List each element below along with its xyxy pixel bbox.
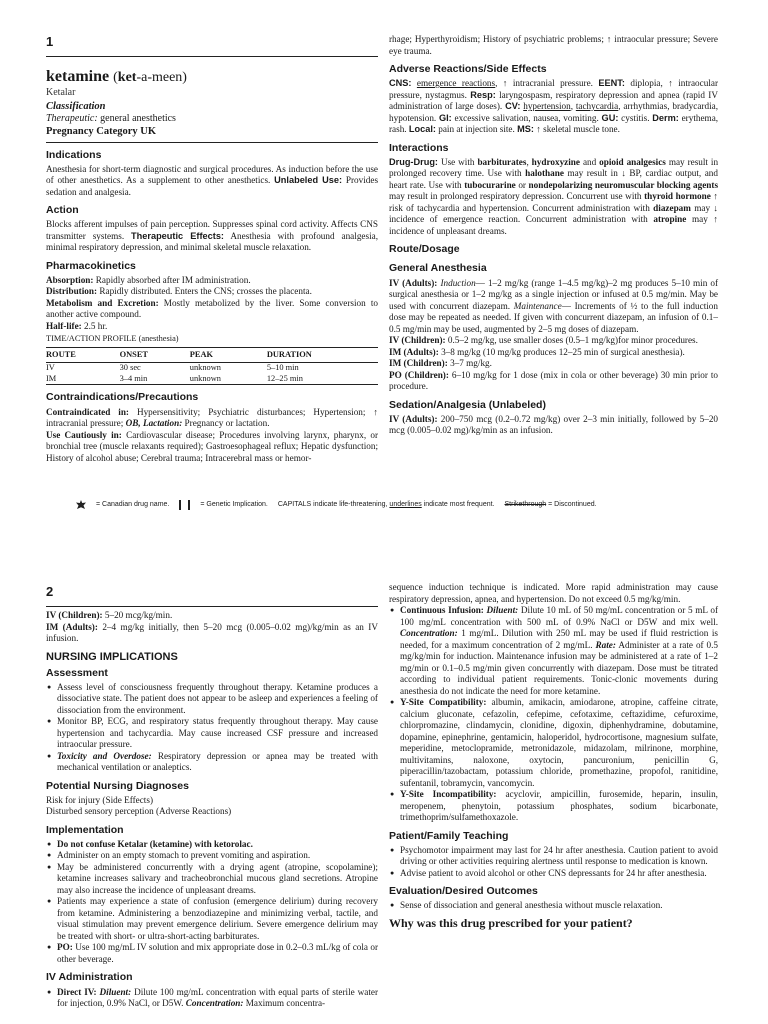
interactions-heading: Interactions	[389, 141, 449, 154]
contraindicated-text: Hypersensitivity; Psychiatric disturbances; Hypertension; ↑ intracranial pressure;	[46, 406, 378, 428]
absorption-label: Absorption:	[46, 274, 94, 285]
page1-left-column	[46, 0, 378, 464]
infusion-text: Dilute 10 mL of 50 mg/mL concentration or 5 mL of 100 mg/mL concentration with 500 mL of 0.9% NaCl or D5W and mix well.	[400, 605, 719, 627]
dd-drug: barbiturates	[477, 156, 527, 167]
dd-drug: hydroxyzine	[531, 156, 580, 167]
list-item	[400, 789, 718, 824]
induction-label: Induction	[440, 277, 476, 288]
po-text: Use 100 mg/mL IV solution and mix appropriate dose in 0.2–0.3 mL/kg of cola or other beverage.	[57, 942, 379, 964]
dd-drug: opioid analgesics	[599, 156, 666, 167]
list-item: ● Assess level of consciousness frequently throughout therapy. Ketamine produces a dissociative state. The patient does not appear to be asleep and experiences a feeling of dissociation from the environment.	[57, 682, 378, 717]
action-text	[46, 219, 378, 254]
drug-drug-text: Drug-Drug: Use with barbiturates, hydroxyzine and opioid analgesics may result in prolonged recovery time. Use with halothane may result in ↓ BP, cardiac output, and heart rate. Use with tubocurarine or nondepolarizing neuromuscular blocking agents may result in prolonged respiratory depression. Concurrent use with thyroid hormone ↑ risk of tachycardia and hypertension. Concurrent administration with diazepam may ↓ incidence of emergence reaction. Concurrent administration with atropine may ↑ incidence of unpleasant dreams.	[389, 156, 719, 236]
list-item: ● Monitor BP, ECG, and respiratory status frequently throughout therapy. May cause hypertension and tachycardia. May cause increased CSF pressure and increased intraocular pressure.	[57, 716, 378, 751]
sedation-iv-adults	[389, 414, 718, 437]
therapeutic-class	[46, 113, 378, 126]
list-item	[400, 605, 718, 697]
page-2	[0, 576, 768, 1024]
ga-iv-children-text: 0.5–2 mg/kg, use smaller doses (0.5–1 mg/kg)for minor procedures.	[447, 335, 698, 345]
ga-im-children-label: IM (Children):	[389, 358, 448, 368]
dd-drug: diazepam	[653, 202, 691, 213]
list-item	[57, 751, 378, 774]
legend-strike	[505, 501, 597, 510]
maintenance-label: Maintenance	[513, 300, 562, 311]
derm-text: erythema, rash.	[389, 112, 719, 135]
therapeutic-value: general anesthetics	[100, 112, 176, 124]
contraindications-heading: Contraindications/Precautions	[46, 391, 199, 404]
table-header: ONSET	[120, 347, 190, 363]
absorption-text: Rapidly absorbed after IM administration.	[95, 274, 251, 285]
table-cell: IV	[46, 363, 55, 373]
page2-right-column	[389, 582, 718, 931]
therapeutic-effects-label: Therapeutic Effects:	[131, 230, 224, 241]
ga-im-children	[389, 358, 718, 370]
cns-label: CNS:	[389, 78, 412, 89]
pronunciation	[113, 70, 187, 85]
page1-right-column	[389, 34, 718, 437]
table-cell: 5–10 min	[266, 363, 299, 373]
patient-teaching-heading: Patient/Family Teaching	[389, 829, 509, 842]
dd-drug: nondepolarizing neuromuscular blocking agents	[528, 179, 719, 190]
table-header: DURATION	[267, 347, 378, 363]
distribution-label: Distribution:	[46, 286, 98, 297]
therapeutic-label: Therapeutic:	[46, 112, 98, 124]
indications-heading: Indications	[46, 148, 102, 161]
list-item: ● Psychomotor impairment may last for 24 hr after anesthesia. Caution patient to avoid driving or other activities requiring alertness until response to medication is known.	[400, 845, 718, 868]
teaching-list	[389, 845, 718, 880]
drug-title	[46, 67, 378, 87]
ga-im-children-text: 3–7 mg/kg.	[450, 358, 492, 368]
ga-iv-adults-label: IV (Adults):	[389, 277, 438, 288]
distribution-text: Rapidly distributed. Enters the CNS; crosses the placenta.	[99, 286, 312, 297]
dd-text: Use with	[440, 156, 475, 167]
ga-im-adults	[389, 347, 718, 359]
list-item: ● May be administered concurrently with a drying agent (atropine, scopolamine); ketamine increases salivary and tracheobronchial mucous gland secretions. Atropine may also increase the incidence of unpleasant dreams.	[57, 862, 378, 897]
table-cell: 30 sec	[119, 363, 141, 373]
dd-text: ↑ risk of tachycardia and hypertension. Concurrent administration with	[389, 191, 719, 213]
prescription-question: Why was this drug prescribed for your patient?	[389, 915, 633, 930]
assessment-heading: Assessment	[46, 666, 108, 679]
concentration-label: Concentration:	[400, 628, 458, 638]
legend-discontinued: = Discontinued.	[548, 500, 597, 508]
iv-children-label: IV (Children):	[46, 610, 103, 621]
ga-po-children	[389, 370, 718, 393]
list-item: ● Sense of dissociation and general anesthesia without muscle relaxation.	[400, 900, 718, 912]
infusion-text: 1 mg/mL. Dilution with 250 mL may be used if fluid restriction is needed, for a maximum concentration of 2 mg/mL.	[400, 628, 719, 650]
y-site-incompatibility-label: Y-Site Incompatibility:	[400, 789, 497, 799]
iv-children-dose	[46, 610, 378, 622]
metabolism-text: Mostly metabolized by the liver. Some conversion to another active compound.	[46, 297, 379, 320]
ms-text: ↑ skeletal muscle tone.	[536, 124, 620, 135]
dd-text: or	[518, 179, 526, 190]
list-item	[57, 942, 378, 965]
page2-left-column	[46, 576, 378, 1010]
evaluation-list	[389, 900, 718, 912]
contraindicated-in	[46, 407, 378, 430]
ga-im-adults-label: IM (Adults):	[389, 346, 439, 357]
list-item: ● Patients may experience a state of confusion (emergence delirium) during recovery from ketamine. Administering a benzodiazepine and minimizing verbal, tactile, and visual stimulation may prevent emergence delirium. Severe emergence delirium may be treated with short- or ultra-short-acting barbiturates.	[57, 896, 378, 942]
time-action-title: TIME/ACTION PROFILE (anesthesia)	[46, 334, 179, 344]
list-item	[400, 697, 718, 789]
resp-label: Resp:	[470, 89, 496, 100]
cautiously-text: Cardiovascular disease; Procedures involving larynx, pharynx, or bronchial tree (muscle relaxants required); Gastroesophageal reflux; Hepatic dysfunction; History of alcohol abuse; Cerebral trauma; Intracerebral mass or hemor-	[46, 429, 379, 463]
cv-tachycardia: tachycardia	[575, 101, 619, 112]
diagnosis-item: Risk for injury (Side Effects)	[46, 794, 153, 805]
derm-label: Derm:	[652, 112, 679, 123]
implementation-list	[46, 839, 378, 966]
dd-text: may result in prolonged respiratory depression. Concurrent use with	[389, 191, 642, 202]
concentration-label: Concentration:	[185, 998, 244, 1008]
y-site-compatibility-label: Y-Site Compatibility:	[400, 697, 487, 707]
continuous-infusion-label: Continuous Infusion:	[400, 605, 484, 615]
half-life	[46, 321, 378, 333]
maple-leaf-icon	[76, 500, 86, 510]
pron-stress: ket	[117, 70, 137, 86]
dd-drug: halothane	[525, 168, 564, 179]
ga-iv-text: — Increments of ½ to the full induction dose may be repeated as needed. If given with concurrent diazepam, an infusion of 0.1–0.5 mg/min may be used, augmented by 2–5 mg doses of diazepam.	[389, 300, 718, 334]
iv-children-text: 5–20 mcg/kg/min.	[104, 610, 173, 621]
unlabeled-text: Provides sedation and analgesia.	[46, 175, 379, 197]
table-header: PEAK	[190, 347, 267, 363]
list-item: ● Advise patient to avoid alcohol or other CNS depressants for 24 hr after anesthesia.	[400, 868, 718, 880]
toxicity-text: Respiratory depression or apnea may be treated with mechanical ventilation or analeptics.	[57, 750, 378, 773]
pron-rest: -a-meen)	[136, 70, 187, 86]
direct-iv-text-end: Maximum concentra-	[245, 998, 326, 1008]
brand-name: Ketalar	[46, 87, 76, 99]
evaluation-heading: Evaluation/Desired Outcomes	[389, 885, 538, 898]
im-adults-dose	[46, 622, 378, 645]
diluent-label: Diluent:	[99, 986, 132, 997]
y-site-incompatibility-text: acyclovir, ampicillin, furosemide, heparin, insulin, meropenem, phenytoin, potassium phosphates, sodium bicarbonate, trimethoprim/sulfamethoxazole.	[400, 789, 718, 822]
direct-iv-continued: sequence induction technique is indicated. More rapid administration may cause respiratory depression, apnea, and hypertension. Do not exceed 0.5 mg/kg/min.	[389, 582, 718, 604]
eent-label: EENT:	[598, 78, 625, 89]
list-item: ● Do not confuse Ketalar (ketamine) with ketorolac.	[57, 839, 378, 851]
legend-canadian: = Canadian drug name.	[96, 500, 170, 508]
drug-name: ketamine	[46, 68, 110, 86]
divider	[46, 606, 378, 607]
implementation-heading: Implementation	[46, 823, 124, 836]
therapeutic-effects-text: Anesthesia with profound analgesia, minimal respiratory depression, and minimal skeletal muscle relaxation.	[46, 230, 378, 253]
divider	[46, 56, 378, 57]
gu-text: cystitis.	[621, 112, 650, 123]
ob-lactation-text: Pregnancy or lactation.	[184, 418, 270, 428]
legend-frequent: indicate most frequent.	[423, 500, 495, 508]
infusion-list	[389, 605, 718, 824]
route-dosage-heading: Route/Dosage	[389, 243, 460, 256]
cv-text: , arrhythmias, bradycardia, hypotension.	[389, 101, 718, 123]
table-header: ROUTE	[46, 347, 120, 363]
contra-continued: rhage; Hyperthyroidism; History of psychiatric problems; ↑ intraocular pressure; Severe eye trauma.	[389, 34, 718, 56]
table-cell: unknown	[189, 373, 221, 383]
ga-po-children-text: 6–10 mg/kg for 1 dose (mix in cola or other beverage) 30 min prior to procedure.	[389, 369, 719, 391]
distribution	[46, 286, 378, 298]
gi-label: GI:	[438, 112, 452, 123]
dd-drug: thyroid hormone	[644, 191, 711, 202]
ga-iv-adults	[389, 278, 718, 336]
table-row	[46, 374, 378, 385]
action-heading: Action	[46, 204, 79, 217]
rate-label: Rate:	[595, 639, 616, 650]
nursing-implications-heading: NURSING IMPLICATIONS	[46, 650, 178, 663]
cv-label: CV:	[505, 101, 521, 112]
legend-strikethrough: Strikethrough	[504, 500, 547, 508]
infusion-text: Administer at a rate of 0.5 mg/kg/min for induction. Maintenance infusion may be administered at a rate of 1–2 mg/min or 0.1–0.5 mg/min given concurrently with diazepam. Dose must be titrated according to individual patient requirements. Tonic-clonic movements during anesthesia do not indicate the need for more ketamine.	[400, 639, 719, 696]
time-action-table	[46, 347, 378, 386]
drug-drug-label: Drug-Drug:	[389, 156, 438, 167]
pharmacokinetics-heading: Pharmacokinetics	[46, 259, 136, 272]
assessment-list	[46, 682, 378, 774]
sedation-iv-text: 200–750 mcg (0.2–0.72 mg/kg) over 2–3 min initially, followed by 5–20 mcg (0.005–0.02 mg)/kg/min as an infusion.	[389, 413, 719, 436]
cv-hypertension: hypertension	[523, 101, 571, 112]
metabolism	[46, 298, 378, 321]
dd-text: may result in prolonged recovery time. Use with	[389, 156, 719, 179]
action-body: Blocks afferent impulses of pain perception. Suppresses spinal cord activity. Affects CNS transmitter systems.	[46, 219, 378, 241]
contraindicated-label: Contraindicated in:	[46, 406, 129, 417]
dd-text: may ↓ incidence of emergence reaction. Concurrent administration with	[389, 202, 719, 225]
legend-footer	[76, 500, 716, 510]
dd-drug: atropine	[653, 214, 687, 225]
eent-text: diplopia, ↑ intraocular pressure, nystagmus.	[389, 78, 719, 100]
resp-text: laryngospasm, respiratory depression and apnea (rapid IV administration of large doses).	[389, 89, 718, 112]
ga-iv-text: — 1–2 mg/kg (range 1–4.5 mg/kg)–2 mg produces 5–10 min of surgical anesthesia or 1–2 mg/kg as a single injection or infused at 0.5 mg/min. May be used with concurrent diazepam.	[389, 277, 719, 311]
cns-emergence: emergence reactions	[416, 78, 496, 89]
direct-iv-label: Direct IV:	[57, 986, 97, 997]
ga-iv-children-label: IV (Children):	[389, 335, 446, 345]
dd-drug: tubocurarine	[464, 179, 516, 190]
nursing-diagnoses-heading: Potential Nursing Diagnoses	[46, 779, 189, 792]
diluent-label: Diluent:	[486, 605, 519, 615]
page-number: 1	[46, 34, 54, 49]
gi-text: excessive salivation, nausea, vomiting.	[454, 112, 599, 123]
y-site-compatibility-text: albumin, amikacin, amiodarone, atropine, caffeine citrate, calcium gluconate, cefazolin, cefepime, cefotaxime, ceftazidime, cefuroxime, chlorpromazine, clindamycin, clonidine, digoxin, diphenhydramine, dobutamine, dopamine, epinephrine, gentamicin, haloperidol, hydrocortisone, magnesium sulfate, meperidine, metoclopramide, metronidazole, midazolam, milrinone, morphine, multivitamins, naloxone, oxytocin, pancuronium, penicillin G, piperacillin/tazobactam, potassium chloride, promethazine, propofol, ranitidine, sufentanil, tobramycin, vancomycin.	[400, 697, 719, 788]
ob-lactation-label: OB, Lactation:	[125, 418, 183, 428]
pregnancy-category: Pregnancy Category UK	[46, 126, 157, 138]
general-anesthesia-heading: General Anesthesia	[389, 262, 487, 275]
unlabeled-label: Unlabeled Use:	[274, 175, 343, 186]
gu-label: GU:	[601, 112, 619, 123]
diagnosis-item: Disturbed sensory perception (Adverse Reactions)	[46, 806, 232, 817]
half-life-label: Half-life:	[46, 320, 82, 331]
classification-label: Classification	[46, 100, 106, 112]
po-label: PO:	[57, 942, 73, 953]
adverse-reactions-heading: Adverse Reactions/Side Effects	[389, 63, 547, 75]
metabolism-label: Metabolism and Excretion:	[46, 297, 159, 308]
indications-body: Anesthesia for short-term diagnostic and surgical procedures. As induction before the use of other anesthetics. As a supplement to other anesthetics.	[46, 163, 378, 186]
dd-text: and	[582, 156, 597, 167]
cautiously-label: Use Cautiously in:	[46, 429, 122, 440]
dd-text: may ↑ incidence of unpleasant dreams.	[389, 214, 719, 236]
dna-icon	[179, 500, 190, 510]
legend-underlines: underlines	[389, 500, 422, 508]
table-header-row	[46, 347, 378, 363]
direct-iv-text: Dilute 100 mg/mL concentration with equal parts of sterile water for injection, 0.9% NaCl, or D5W.	[57, 986, 379, 1008]
table-row	[46, 363, 378, 374]
page-number: 2	[46, 584, 54, 599]
absorption	[46, 275, 378, 287]
sedation-iv-label: IV (Adults):	[389, 413, 438, 424]
half-life-text: 2.5 hr.	[84, 320, 108, 331]
divider	[46, 142, 378, 143]
cns-text: , ↑ intracranial pressure.	[495, 78, 593, 89]
legend-capitals-text: CAPITALS indicate life-threatening,	[277, 500, 388, 508]
local-text: pain at injection site.	[438, 124, 515, 135]
ga-im-adults-text: 3–8 mg/kg (10 mg/kg produces 12–25 min of surgical anesthesia).	[441, 346, 685, 357]
table-cell: 12–25 min	[266, 373, 303, 383]
table-cell: 3–4 min	[119, 373, 148, 383]
ga-po-children-label: PO (Children):	[389, 369, 449, 380]
legend-genetic: = Genetic Implication.	[200, 500, 268, 508]
adverse-reactions-text: CNS: emergence reactions, ↑ intracranial pressure. EENT: diplopia, ↑ intraocular pressure, nystagmus. Resp: laryngospasm, respiratory depression and apnea (rapid IV administration of large doses). CV: hypertension, tachycardia, arrhythmias, bradycardia, hypotension. GI: excessive salivation, nausea, vomiting. GU: cystitis. Derm: erythema, rash. Local: pain at injection site. MS: ↑ skeletal muscle tone.	[389, 78, 719, 135]
dd-text: may result in ↓ BP, cardiac output, and heart rate. Use with	[389, 168, 718, 190]
toxicity-label: Toxicity and Overdose:	[57, 750, 152, 761]
im-adults-text: 2–4 mg/kg initially, then 5–20 mcg (0.005–0.02 mg)/kg/min as an IV infusion.	[46, 621, 379, 644]
legend-capitals	[278, 501, 495, 510]
pron-open: (	[113, 70, 118, 86]
local-label: Local:	[408, 124, 436, 135]
iv-administration-heading: IV Administration	[46, 971, 133, 984]
sedation-heading: Sedation/Analgesia (Unlabeled)	[389, 398, 546, 411]
ga-iv-children	[389, 335, 718, 347]
ms-label: MS:	[517, 124, 534, 135]
indications-text	[46, 164, 378, 199]
list-item: ● Administer on an empty stomach to prevent vomiting and aspiration.	[57, 850, 378, 862]
use-cautiously	[46, 430, 378, 465]
list-item	[57, 987, 378, 1010]
table-cell: unknown	[189, 363, 221, 373]
im-adults-label: IM (Adults):	[46, 621, 98, 632]
table-cell: IM	[46, 373, 57, 383]
iv-administration-list	[46, 987, 378, 1010]
